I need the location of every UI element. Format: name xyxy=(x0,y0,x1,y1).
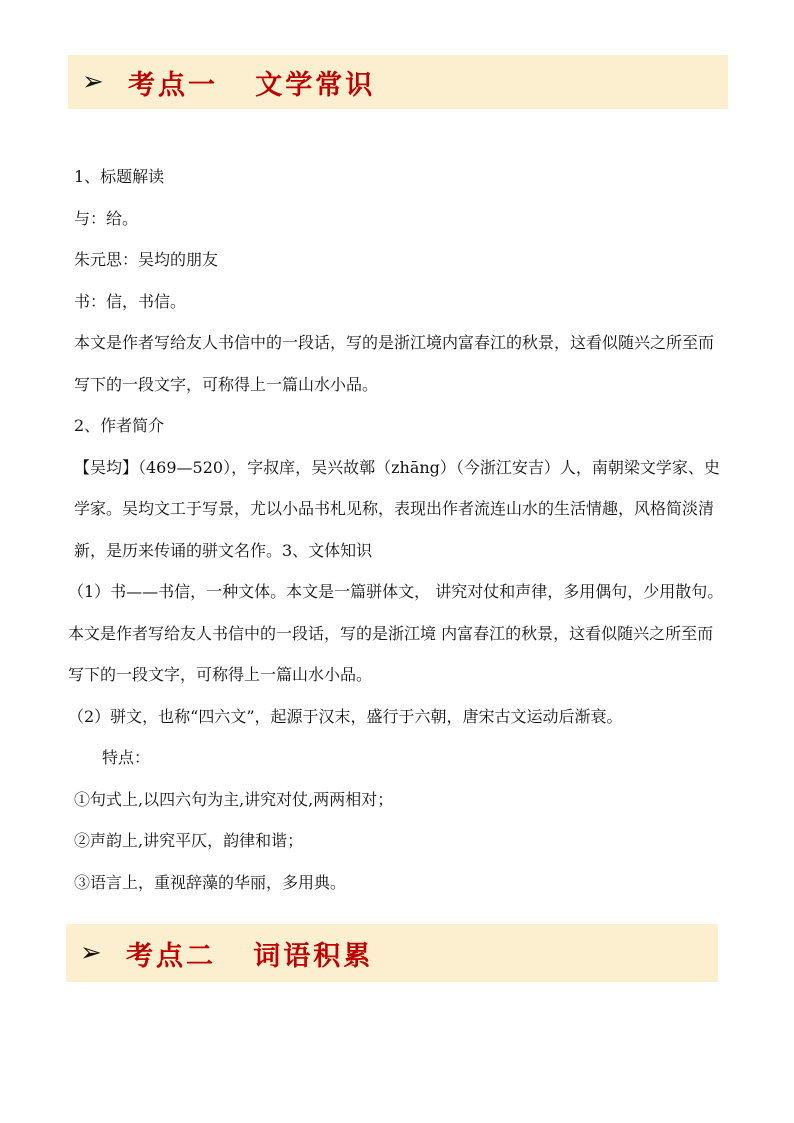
paragraph: 朱元思：吴均的朋友 xyxy=(74,250,219,269)
paragraph: （2）骈文，也称“四六文”，起源于汉末，盛行于六朝，唐宋古文运动后渐衰。 xyxy=(68,706,623,726)
section-title: 考点一 文学常识 xyxy=(128,69,376,101)
paragraph: （1）书——书信，一种文体。本文是一篇骈体文， 讲究对仗和声律，多用偶句，少用散句。本文是作者写给友人书信中的一段话，写的是浙江境 内富春江的秋景，这看似随兴之所至而写下的一段文字，可称得上一篇山水小品。 xyxy=(68,582,724,684)
heading-author-intro: 2、作者简介 xyxy=(74,416,165,435)
features-label: 特点： xyxy=(102,748,151,767)
feature-item: ③语言上，重视辞藻的华丽，多用典。 xyxy=(74,872,347,892)
feature-item: ①句式上,以四六句为主,讲究对仗,两两相对； xyxy=(74,789,394,809)
document-body xyxy=(68,156,724,903)
heading-title-interpretation: 1、标题解读 xyxy=(74,167,165,186)
feature-item: ②声韵上,讲究平仄，韵律和谐； xyxy=(74,831,304,850)
arrow-bullet-icon: ➢ xyxy=(82,67,104,97)
arrow-bullet-icon: ➢ xyxy=(80,938,102,968)
section-header-2 xyxy=(66,924,718,982)
paragraph: 【吴均】（469—520），字叔庠，吴兴故鄣（zhāng）（今浙江安吉）人，南朝梁文学家、史学家。吴均文工于写景，尤以小品书札见称，表现出作者流连山水的生活情趣，风格简淡清新，是历来传诵的骈文名作。3、文体知识 xyxy=(74,457,720,560)
section-header-1 xyxy=(68,55,728,109)
paragraph: 与：给。 xyxy=(74,208,139,228)
paragraph: 本文是作者写给友人书信中的一段话，写的是浙江境内富春江的秋景，这看似随兴之所至而写下的一段文字，可称得上一篇山水小品。 xyxy=(74,333,715,394)
section-title: 考点二 词语积累 xyxy=(126,940,374,972)
paragraph: 书：信，书信。 xyxy=(74,291,187,311)
